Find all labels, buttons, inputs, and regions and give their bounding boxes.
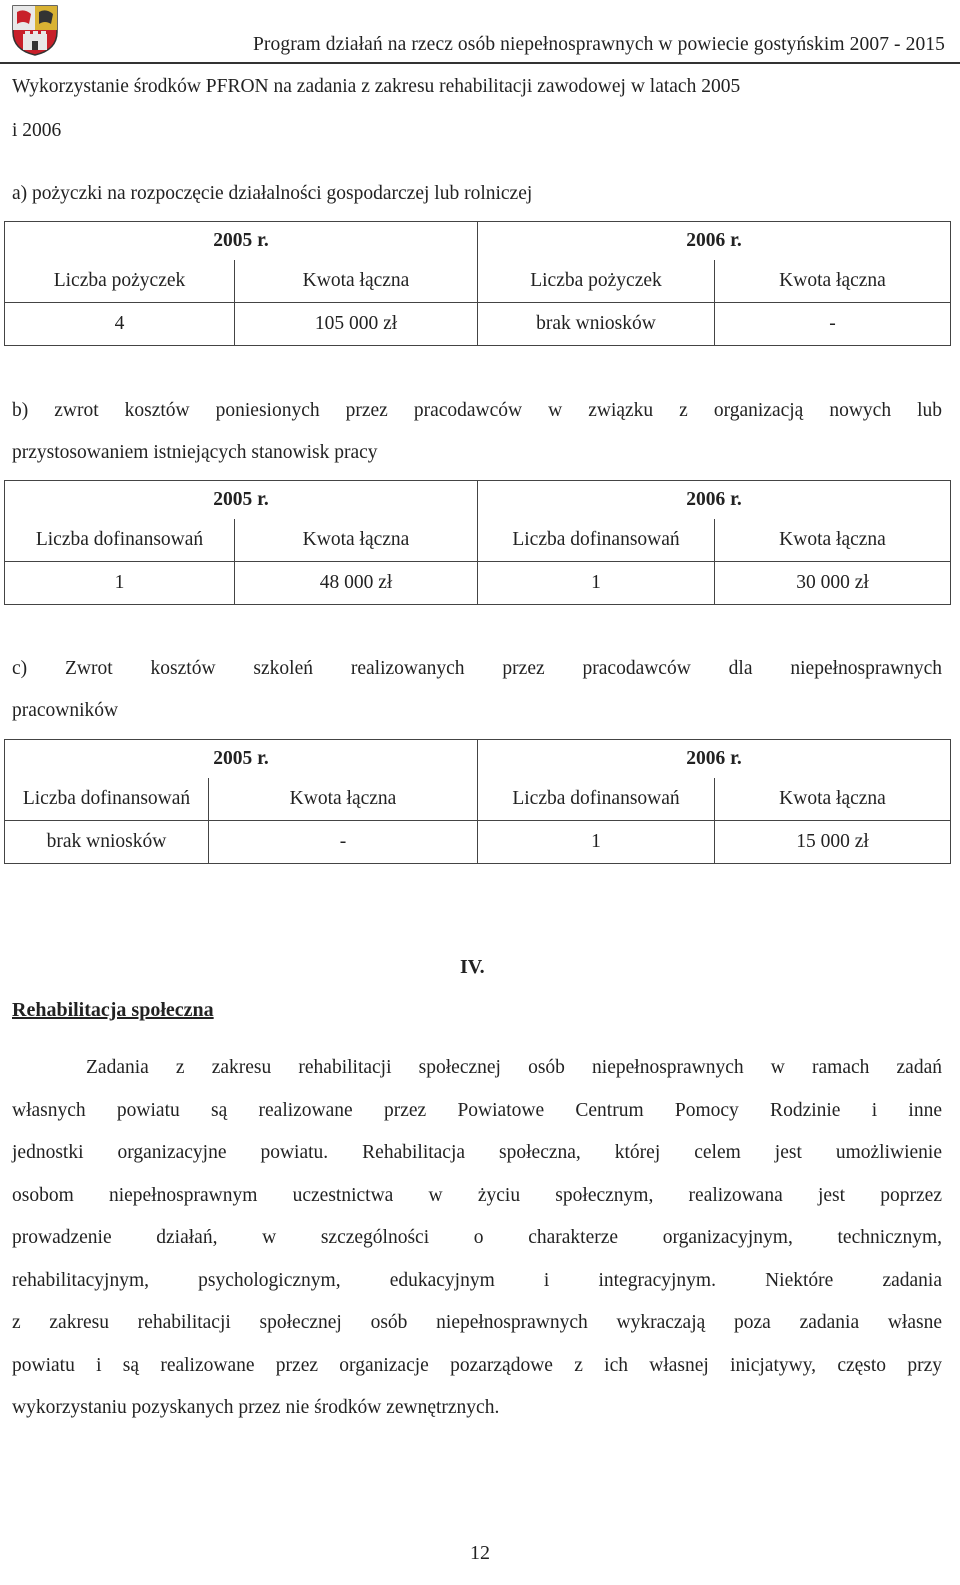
column-header: Liczba dofinansowań <box>478 778 715 821</box>
year-2006-header: 2006 r. <box>478 222 951 261</box>
paragraph-line: osobom niepełnosprawnym uczestnictwa w życiu społecznym, realizowana jest poprzez <box>12 1185 942 1206</box>
table-cell: 15 000 zł <box>715 821 951 864</box>
table-cell: 48 000 zł <box>235 562 478 605</box>
paragraph-line: jednostki organizacyjne powiatu. Rehabilitacja społeczna, której celem jest umożliwienie <box>12 1142 942 1163</box>
column-header: Kwota łączna <box>715 778 951 821</box>
paragraph-line: powiatu i są realizowane przez organizacje pozarządowe z ich własnej inicjatywy, często przy <box>12 1355 942 1376</box>
section-c-table <box>4 739 951 864</box>
year-2005-header: 2005 r. <box>5 222 478 261</box>
section-b-caption-line-2: przystosowaniem istniejących stanowisk pracy <box>12 442 378 463</box>
paragraph-line: rehabilitacyjnym, psychologicznym, edukacyjnym i integracyjnym. Niektóre zadania <box>12 1270 942 1291</box>
paragraph-line: Zadania z zakresu rehabilitacji społecznej osób niepełnosprawnych w ramach zadań <box>86 1057 942 1078</box>
table-cell: 1 <box>478 562 715 605</box>
year-2006-header: 2006 r. <box>478 740 951 779</box>
table-cell: 105 000 zł <box>235 303 478 346</box>
section-a-caption: a) pożyczki na rozpoczęcie działalności gospodarczej lub rolniczej <box>12 183 533 204</box>
table-cell: - <box>715 303 951 346</box>
column-header: Kwota łączna <box>235 519 478 562</box>
column-header: Liczba dofinansowań <box>478 519 715 562</box>
section-b-table <box>4 480 951 605</box>
paragraph-line: własnych powiatu są realizowane przez Powiatowe Centrum Pomocy Rodzinie i inne <box>12 1100 942 1121</box>
column-header: Kwota łączna <box>715 519 951 562</box>
column-header: Kwota łączna <box>209 778 478 821</box>
column-header: Liczba pożyczek <box>5 260 235 303</box>
table-cell: brak wniosków <box>5 821 209 864</box>
column-header: Kwota łączna <box>235 260 478 303</box>
intro-line-2: i 2006 <box>12 120 62 141</box>
year-2005-header: 2005 r. <box>5 740 478 779</box>
table-cell: 4 <box>5 303 235 346</box>
table-cell: 1 <box>5 562 235 605</box>
document-title: Program działań na rzecz osób niepełnosprawnych w powiecie gostyńskim 2007 - 2015 <box>252 34 945 55</box>
year-2006-header: 2006 r. <box>478 481 951 520</box>
section-a-table <box>4 221 951 346</box>
page-header <box>0 0 960 64</box>
intro-line-1: Wykorzystanie środków PFRON na zadania z zakresu rehabilitacji zawodowej w latach 2005 <box>12 76 741 97</box>
page-number: 12 <box>470 1542 490 1564</box>
section-b-caption-line-1: b) zwrot kosztów poniesionych przez pracodawców w związku z organizacją nowych lub <box>12 400 942 421</box>
coat-of-arms-icon <box>11 4 59 56</box>
column-header: Liczba pożyczek <box>478 260 715 303</box>
year-2005-header: 2005 r. <box>5 481 478 520</box>
table-cell: 1 <box>478 821 715 864</box>
column-header: Liczba dofinansowań <box>5 519 235 562</box>
section-c-caption-line-1: c) Zwrot kosztów szkoleń realizowanych przez pracodawców dla niepełnosprawnych <box>12 658 942 679</box>
paragraph-line: prowadzenie działań, w szczególności o charakterze organizacyjnym, technicznym, <box>12 1227 942 1248</box>
table-cell: - <box>209 821 478 864</box>
paragraph-line: wykorzystaniu pozyskanych przez nie środków zewnętrznych. <box>12 1397 500 1418</box>
section-c-caption-line-2: pracowników <box>12 700 119 721</box>
table-cell: brak wniosków <box>478 303 715 346</box>
section-number: IV. <box>460 956 485 978</box>
paragraph-line: z zakresu rehabilitacji społecznej osób niepełnosprawnych wykraczają poza zadania własne <box>12 1312 942 1333</box>
column-header: Liczba dofinansowań <box>5 778 209 821</box>
table-cell: 30 000 zł <box>715 562 951 605</box>
column-header: Kwota łączna <box>715 260 951 303</box>
section-title: Rehabilitacja społeczna <box>12 999 214 1021</box>
